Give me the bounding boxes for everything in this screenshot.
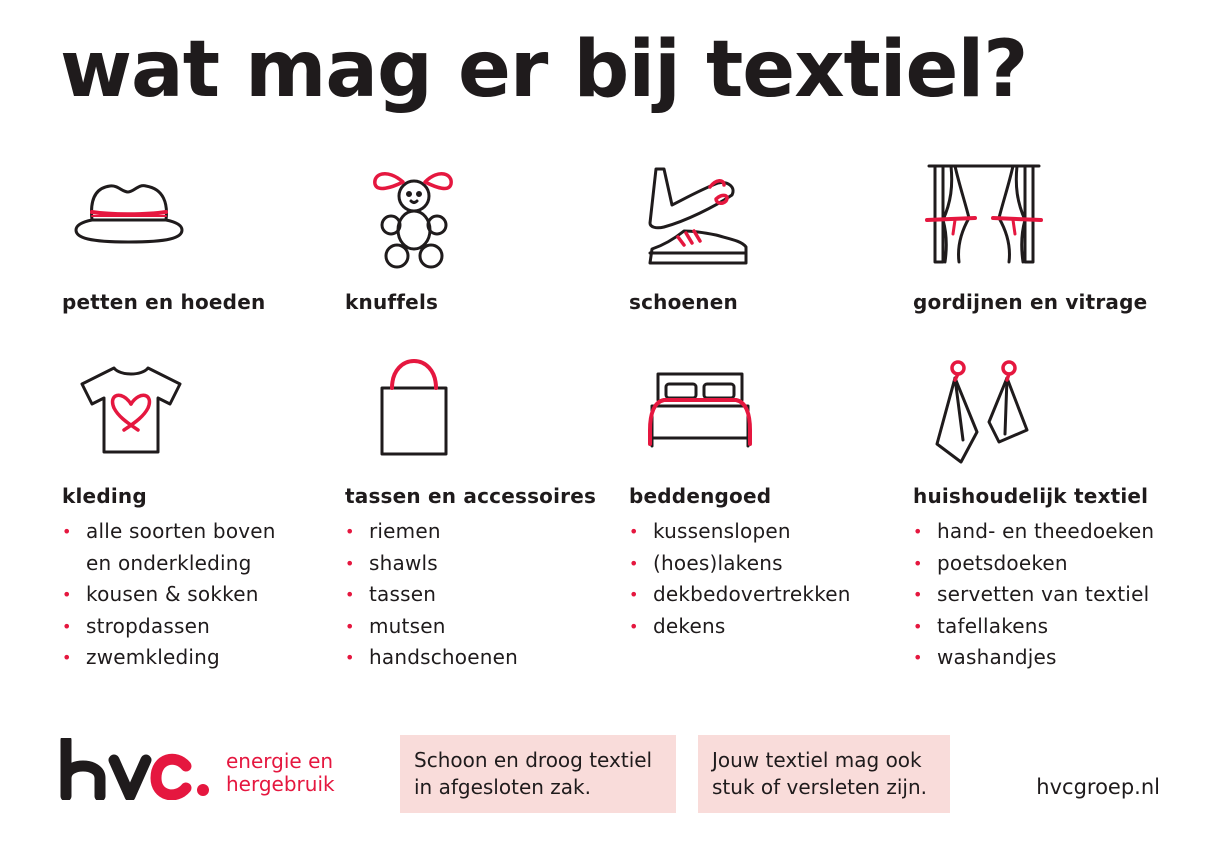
list-item-text: handschoenen [369, 645, 518, 670]
list-item-text: dekens [653, 613, 726, 638]
page-title: wat mag er bij textiel? [60, 25, 1028, 115]
list-item [913, 642, 1154, 674]
category-label-huishoudelijk-textiel: huishoudelijk textiel [913, 484, 1149, 508]
category-label-knuffels: knuffels [345, 290, 439, 314]
category-label-schoenen: schoenen [629, 290, 738, 314]
list-item-text: kousen & sokken [86, 582, 259, 607]
list-item-text: shawls [369, 550, 438, 575]
list-item-text: riemen [369, 519, 441, 543]
list-item [62, 516, 276, 548]
list-item-text: washandjes [937, 645, 1057, 670]
list-item [913, 579, 1154, 611]
list-item-text: hand- en theedoeken [937, 519, 1155, 543]
list-item-text: servetten van textiel [937, 582, 1150, 607]
list-item-text: dekbedovertrekken [653, 582, 851, 607]
website-link[interactable]: hvcgroep.nl [1036, 775, 1160, 799]
list-item [345, 611, 518, 643]
hat-icon [72, 178, 187, 250]
curtains-icon [925, 162, 1043, 268]
bullet-icon: • [913, 553, 923, 573]
tagline [226, 750, 335, 796]
list-item [629, 579, 851, 611]
bullet-icon: • [345, 585, 355, 605]
bullet-icon: • [62, 648, 72, 668]
list-item-text: tafellakens [937, 613, 1049, 638]
list-item [913, 611, 1154, 643]
bullet-icon: • [345, 522, 355, 541]
list-item [62, 579, 276, 611]
huishoudelijk-list [913, 516, 1154, 674]
bullet-icon: • [913, 522, 923, 541]
beddengoed-list [629, 516, 851, 642]
list-item [913, 516, 1154, 548]
list-item-text: zwemkleding [86, 645, 220, 670]
list-item-text: poetsdoeken [937, 550, 1068, 575]
list-item-text: (hoes)lakens [653, 550, 783, 575]
bullet-icon: • [62, 585, 72, 605]
list-item-text: en onderkleding [86, 550, 252, 575]
bullet-icon: • [629, 585, 639, 605]
list-item [629, 548, 851, 580]
bullet-icon: • [345, 616, 355, 636]
list-item-text: mutsen [369, 613, 446, 638]
list-item-text: tassen [369, 582, 437, 607]
list-item [62, 548, 276, 580]
shoes-icon [644, 165, 752, 269]
bed-icon [646, 370, 754, 450]
bullet-icon: • [62, 522, 72, 541]
bullet-icon: • [629, 522, 639, 541]
kleding-list [62, 516, 276, 674]
note-line-1: Schoon en droog textiel [414, 748, 653, 772]
bullet-icon: • [913, 616, 923, 636]
category-label-kleding: kleding [62, 484, 147, 508]
list-item [913, 548, 1154, 580]
note-clean-dry [400, 735, 676, 813]
list-item [629, 611, 851, 643]
bullet-icon: • [913, 585, 923, 605]
hvc-logo [60, 738, 216, 804]
category-label-tassen-en-accessoires: tassen en accessoires [345, 484, 597, 508]
towels-icon [933, 360, 1033, 466]
bullet-icon: • [345, 553, 355, 573]
bullet-icon: • [629, 616, 639, 636]
list-item [345, 642, 518, 674]
note-line-2: stuk of versleten zijn. [712, 775, 927, 799]
tshirt-icon [78, 364, 184, 456]
list-item-text: kussenslopen [653, 519, 791, 543]
bullet-icon: • [62, 616, 72, 636]
note-line-1: Jouw textiel mag ook [712, 748, 922, 772]
bullet-icon: • [629, 553, 639, 573]
category-label-gordijnen-en-vitrage: gordijnen en vitrage [913, 290, 1148, 314]
bag-icon [378, 354, 450, 460]
list-item [345, 579, 518, 611]
list-item [62, 642, 276, 674]
bullet-icon: • [345, 648, 355, 668]
list-item [62, 611, 276, 643]
bullet-icon: • [913, 648, 923, 668]
list-item [345, 548, 518, 580]
category-label-beddengoed: beddengoed [629, 484, 772, 508]
category-label-petten-en-hoeden: petten en hoeden [62, 290, 266, 314]
list-item-text: alle soorten boven [86, 519, 276, 543]
tagline-line-2: hergebruik [226, 772, 335, 796]
tassen-list [345, 516, 518, 674]
note-line-2: in afgesloten zak. [414, 775, 591, 799]
list-item [629, 516, 851, 548]
list-item-text: stropdassen [86, 613, 210, 638]
teddy-bear-icon [367, 162, 462, 270]
tagline-line-1: energie en [226, 749, 334, 773]
note-worn-ok [698, 735, 950, 813]
list-item [345, 516, 518, 548]
